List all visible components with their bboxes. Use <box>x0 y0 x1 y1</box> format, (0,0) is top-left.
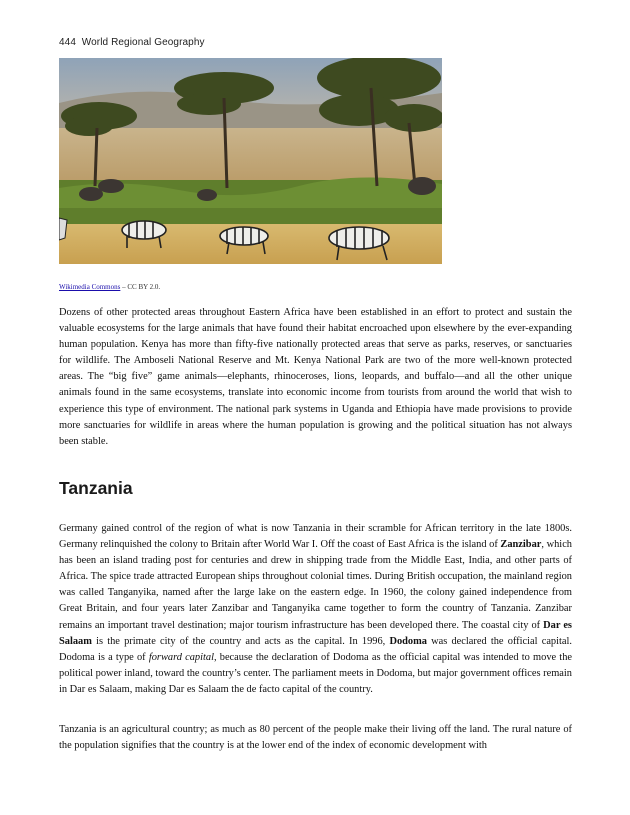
paragraph-tanzania-history <box>59 521 572 698</box>
term-dar-es-salaam: Dar es Salaam <box>59 619 572 647</box>
text-run: is the primate city of the country and acts as the capital. In 1996, <box>91 635 390 647</box>
text-run: Germany gained control of the region of what is now Tanzania in their scramble for African territory in the late 1800s. Germany relinquished the colony to Britain after World War I. Off the coast of East Africa is the island of <box>59 523 572 551</box>
paragraph-agriculture: Tanzania is an agricultural country; as much as 80 percent of the people make their living off the land. The rural nature of the population signifies that the country is at the lower end of the index of economic development with <box>59 724 572 752</box>
term-dodoma: Dodoma <box>389 635 427 647</box>
credit-link[interactable]: Wikimedia Commons <box>59 283 121 291</box>
section-heading: Tanzania <box>59 478 133 498</box>
text-run: , because the declaration of Dodoma as the official capital was intended to move the political power inland, toward the country’s center. The parliament meets in Dodoma, but major government offices remain in Dar es Salaam, making Dar es Salaam the de facto capital of the country. <box>59 651 573 695</box>
savanna-wildlife-photo <box>59 58 442 264</box>
text-run: was declared the official capital. Dodoma is a type of <box>59 635 572 663</box>
paragraph-protected-areas: Dozens of other protected areas throughout Eastern Africa have been established in an effort to protect and sustain the valuable ecosystems for the large animals that have found their habitat encroached upon elsewhere by the ever-expanding human population. Kenya has more than fifty-five nationally protected areas that serve as parks, reserves, or sanctuaries for wildlife. The Amboseli National Reserve and Mt. Kenya National Park are two of the more well-known protected areas. The “big five” game animals—elephants, rhinoceroses, lions, leopards, and buffalo—and all the other unique animals found in the same ecosystems, translate into economic income from tourists from around the world that wish to experience this type of environment. The national park systems in Uganda and Ethiopia have made provisions to provide more sanctuaries for wildlife in areas where the human population is growing and the political situation has not always been stable. <box>59 307 572 447</box>
text-run: , which has been an island trading post for centuries and drew in shipping trade from the Middle East, India, and other parts of Africa. The spice trade attracted European ships throughout colonial times. During British occupation, the mainland region was called Tanganyika, named after the large lake on the eastern edge. In 1960, the colony gained independence from Great Britain, and four years later Zanzibar and Tanganyika came together to form the country of Tanzania. Zanzibar remains an important travel destination; major tourism infrastructure has been developed there. The coastal city of <box>59 539 573 631</box>
term-forward-capital: forward capital <box>148 651 214 663</box>
page-number: 444 <box>59 37 76 48</box>
photo-credit <box>59 283 160 291</box>
term-zanzibar: Zanzibar <box>500 539 542 551</box>
license-text: – CC BY 2.0. <box>120 283 161 291</box>
book-title: World Regional Geography <box>81 37 205 48</box>
running-header <box>59 37 205 48</box>
